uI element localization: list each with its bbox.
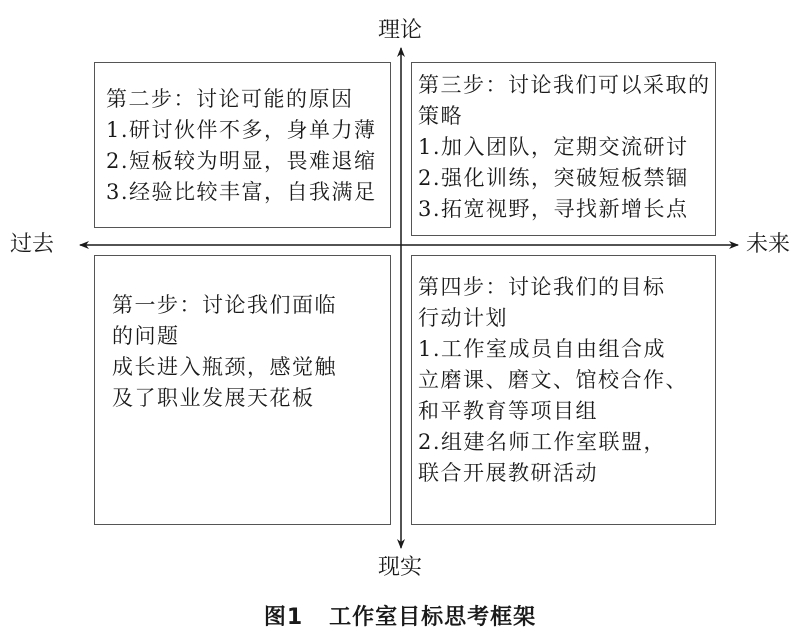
step-three-line: 3.拓宽视野，寻找新增长点 bbox=[418, 197, 689, 221]
quadrant-text-step-three bbox=[418, 70, 711, 225]
step-three-line: 1.加入团队，定期交流研讨 bbox=[418, 135, 689, 159]
quadrant-text-step-one bbox=[112, 290, 337, 414]
step-one-line: 的问题 bbox=[112, 324, 180, 348]
axis-label-future: 未来 bbox=[746, 232, 791, 257]
step-four-line: 行动计划 bbox=[418, 306, 508, 330]
step-four-line: 联合开展教研活动 bbox=[418, 461, 598, 485]
step-four-line: 第四步：讨论我们的目标 bbox=[418, 275, 666, 299]
axis-label-reality: 现实 bbox=[378, 555, 423, 580]
step-one-line: 成长进入瓶颈，感觉触 bbox=[112, 355, 337, 379]
step-four-line: 1.工作室成员自由组合成 bbox=[418, 337, 667, 361]
quadrant-text-step-two bbox=[106, 84, 377, 208]
step-one-line: 第一步：讨论我们面临 bbox=[112, 293, 337, 317]
step-four-line: 和平教育等项目组 bbox=[418, 399, 598, 423]
step-three-line: 策略 bbox=[418, 104, 463, 128]
figure-number: 图1 bbox=[263, 605, 304, 630]
step-three-line: 2.强化训练，突破短板禁锢 bbox=[418, 166, 689, 190]
axis-label-theory: 理论 bbox=[378, 18, 423, 43]
step-two-line: 2.短板较为明显，畏难退缩 bbox=[106, 149, 377, 173]
step-one-line: 及了职业发展天花板 bbox=[112, 386, 315, 410]
step-four-line: 2.组建名师工作室联盟， bbox=[418, 430, 667, 454]
step-four-line: 立磨课、磨文、馆校合作、 bbox=[418, 368, 688, 392]
figure-title: 工作室目标思考框架 bbox=[329, 605, 537, 630]
quadrant-text-step-four bbox=[418, 272, 688, 489]
figure-caption bbox=[0, 600, 800, 631]
axis-label-past: 过去 bbox=[10, 232, 55, 257]
step-two-line: 1.研讨伙伴不多，身单力薄 bbox=[106, 118, 377, 142]
step-two-line: 3.经验比较丰富，自我满足 bbox=[106, 180, 377, 204]
step-two-line: 第二步：讨论可能的原因 bbox=[106, 87, 354, 111]
step-three-line: 第三步：讨论我们可以采取的 bbox=[418, 73, 711, 97]
